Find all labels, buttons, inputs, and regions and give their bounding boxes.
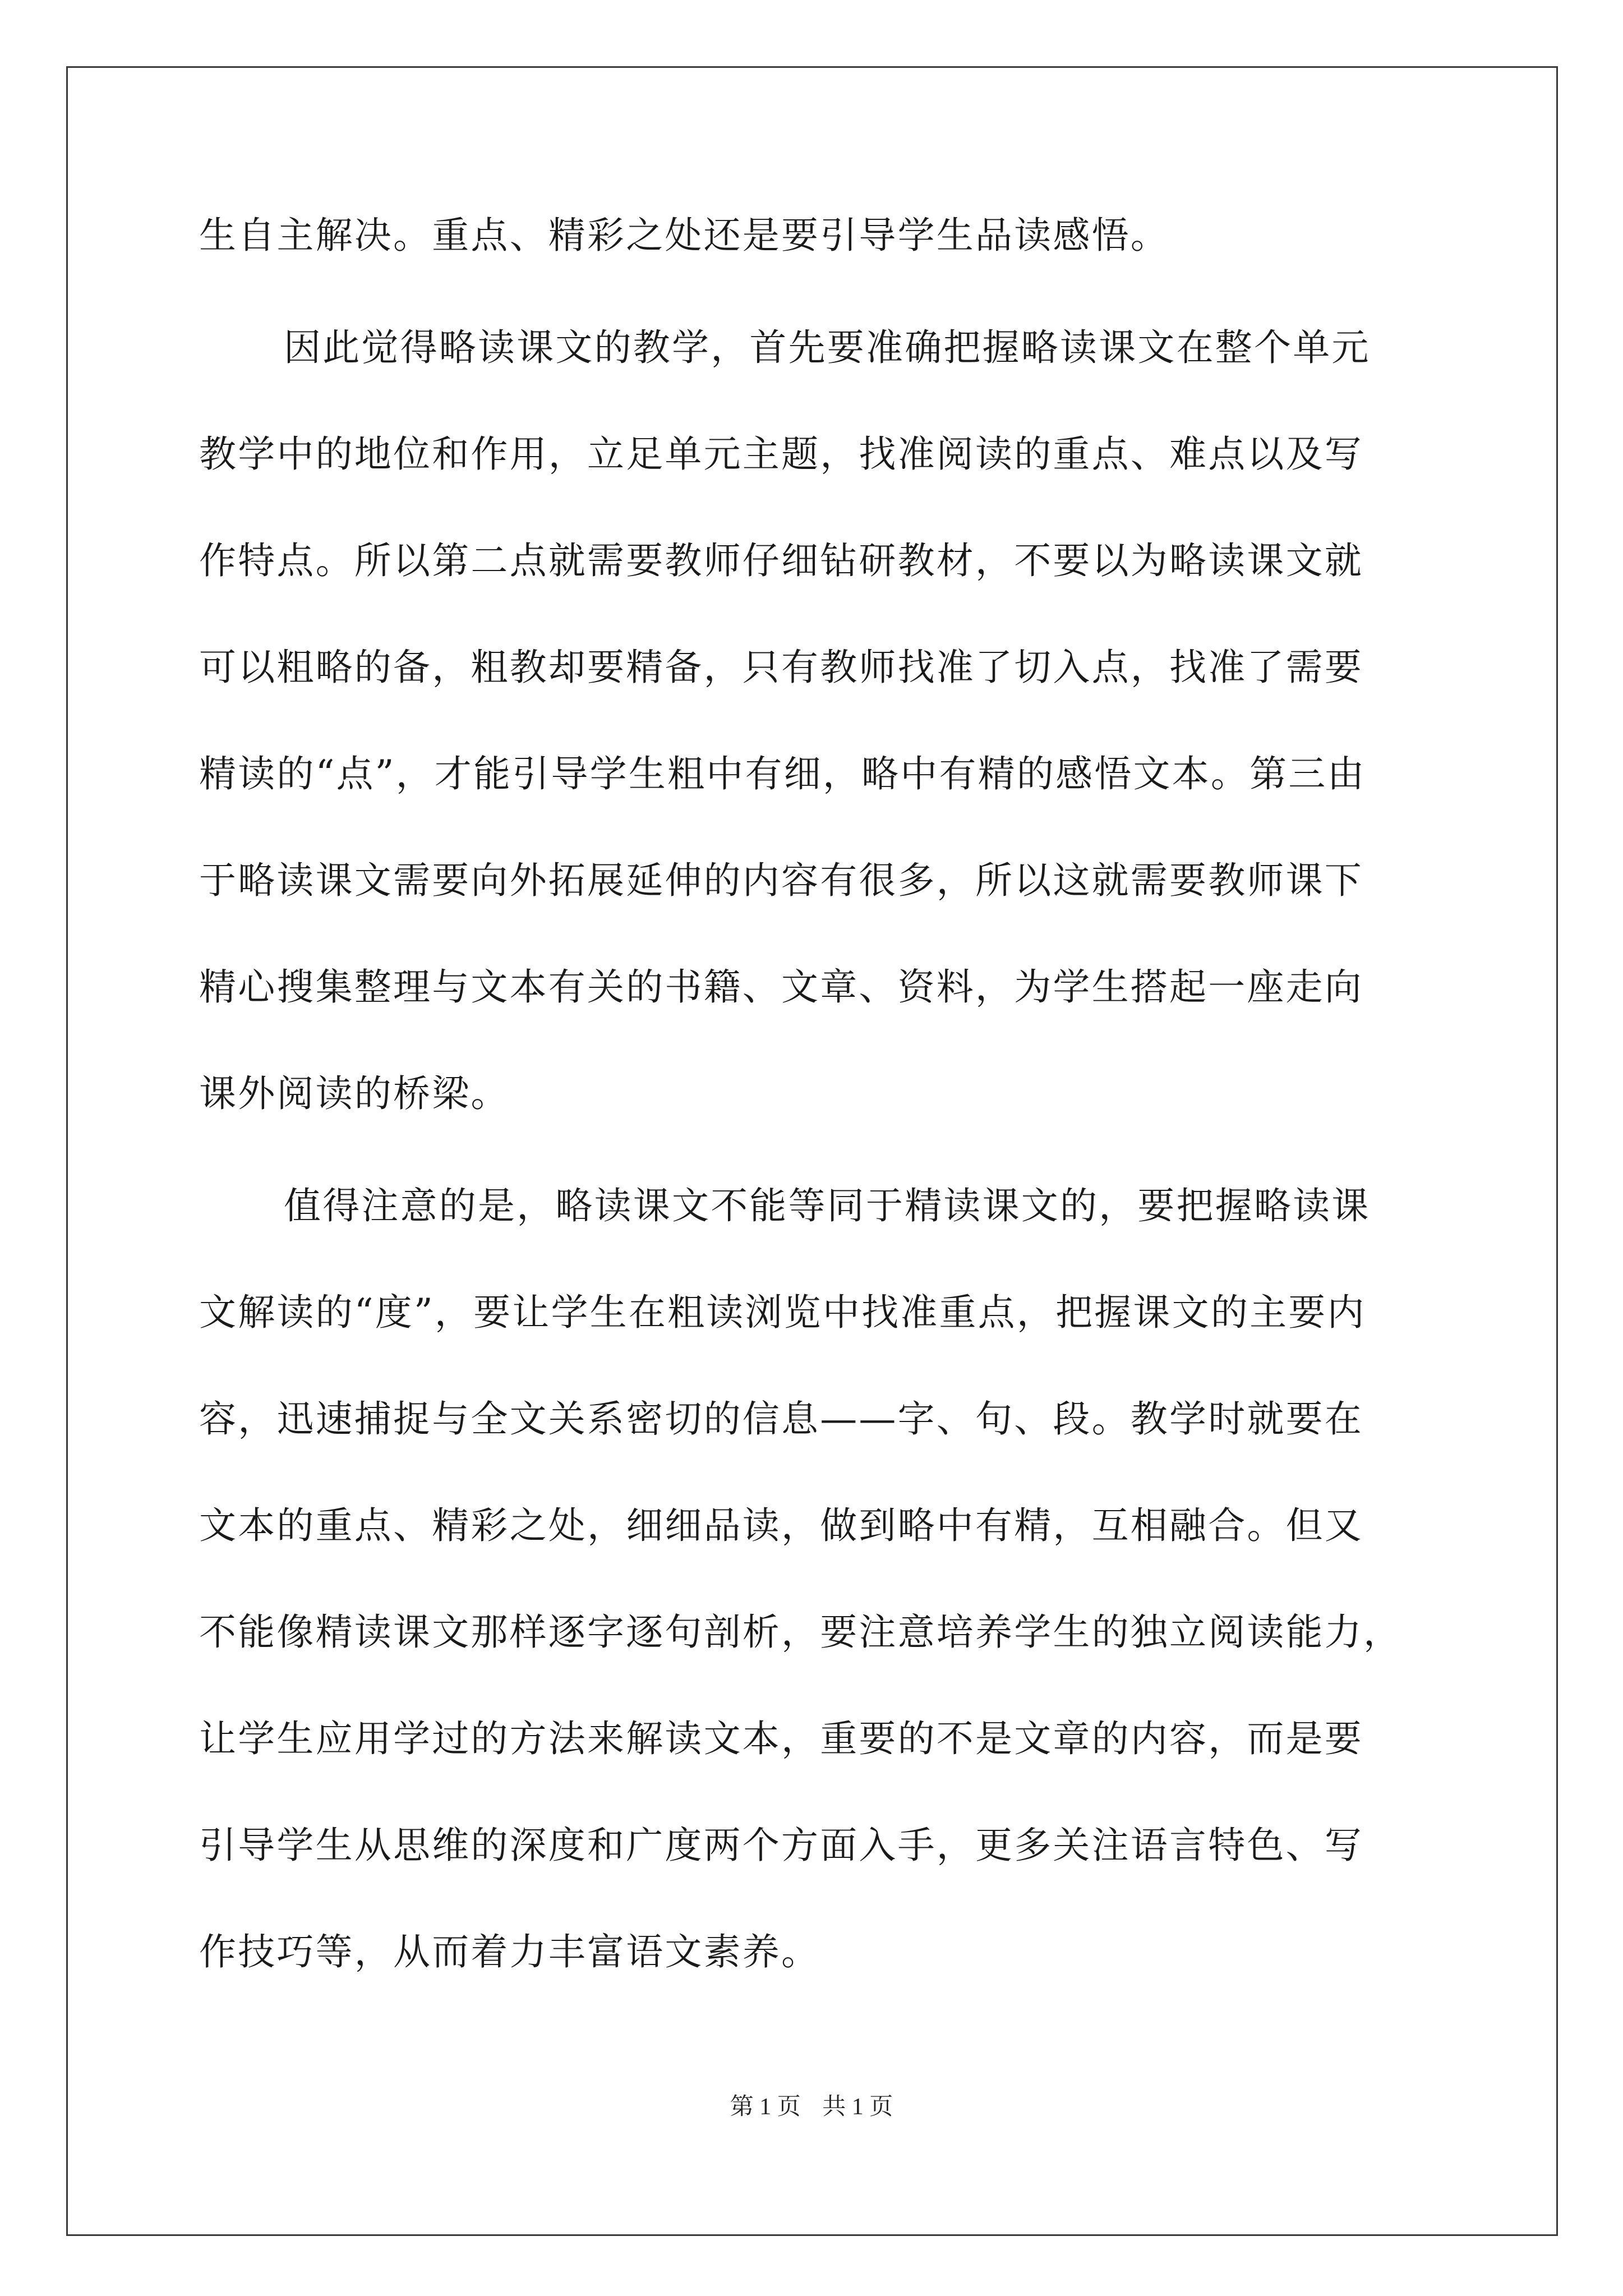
text-line: 可以粗略的备，粗教却要精备，只有教师找准了切入点，找准了需要 <box>199 646 1363 689</box>
text-line: 引导学生从思维的深度和广度两个方面入手，更多关注语言特色、写 <box>199 1824 1363 1867</box>
text-line: 于略读课文需要向外拓展延伸的内容有很多，所以这就需要教师课下 <box>199 859 1363 902</box>
page-footer <box>0 2090 1623 2124</box>
text-line: 精读的“点”，才能引导学生粗中有细，略中有精的感悟文本。第三由 <box>199 752 1366 795</box>
text-line: 作特点。所以第二点就需要教师仔细钻研教材，不要以为略读课文就 <box>199 539 1363 582</box>
text-line: 让学生应用学过的方法来解读文本，重要的不是文章的内容，而是要 <box>199 1717 1363 1760</box>
text-line: 生自主解决。重点、精彩之处还是要引导学生品读感悟。 <box>199 214 1169 257</box>
text-line: 作技巧等，从而着力丰富语文素养。 <box>199 1930 820 1973</box>
text-line: 不能像精读课文那样逐字逐句剖析，要注意培养学生的独立阅读能力， <box>199 1611 1403 1654</box>
text-line: 课外阅读的桥梁。 <box>199 1072 510 1115</box>
text-line: 教学中的地位和作用，立足单元主题，找准阅读的重点、难点以及写 <box>199 432 1363 476</box>
text-line: 文本的重点、精彩之处，细细品读，做到略中有精，互相融合。但又 <box>199 1504 1363 1547</box>
paragraph-first-line: 值得注意的是，略读课文不能等同于精读课文的，要把握略读课 <box>284 1184 1371 1227</box>
paragraph-first-line: 因此觉得略读课文的教学，首先要准确把握略读课文在整个单元 <box>284 326 1371 369</box>
text-line: 精心搜集整理与文本有关的书籍、文章、资料，为学生搭起一座走向 <box>199 965 1363 1009</box>
page-border <box>66 66 1558 2236</box>
text-line: 容，迅速捕捉与全文关系密切的信息——字、句、段。教学时就要在 <box>199 1397 1363 1441</box>
text-line: 文解读的“度”，要让学生在粗读浏览中找准重点，把握课文的主要内 <box>199 1291 1366 1334</box>
page-number: 第 1 页 <box>730 2094 801 2120</box>
page-total: 共 1 页 <box>822 2094 893 2120</box>
